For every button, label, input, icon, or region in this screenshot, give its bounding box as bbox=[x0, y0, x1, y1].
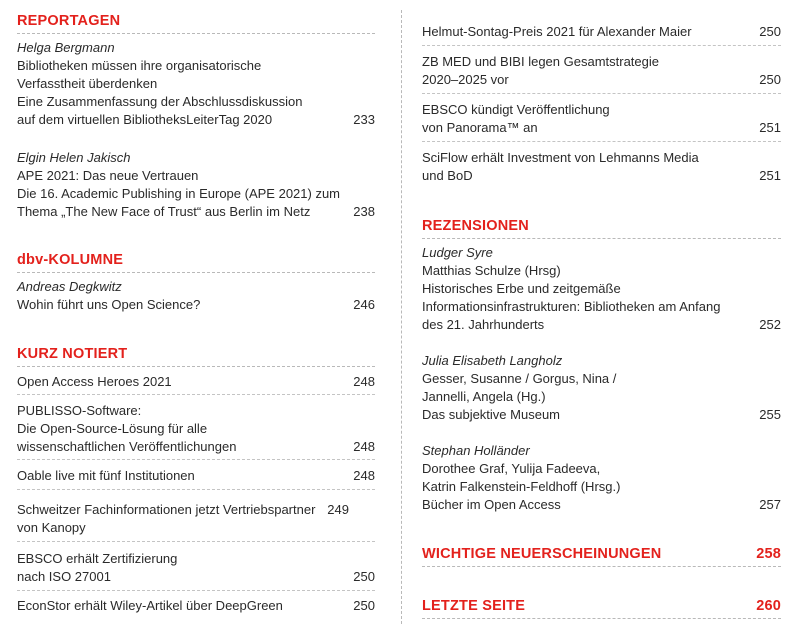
news-list bbox=[422, 23, 781, 185]
entry-line: Historisches Erbe und zeitgemäße bbox=[422, 281, 621, 296]
section-heading-kurz-notiert: KURZ NOTIERT bbox=[17, 345, 375, 367]
entry-line: Das subjektive Museum bbox=[422, 407, 560, 422]
section-heading-reportagen: REPORTAGEN bbox=[17, 12, 375, 34]
section-kolumne bbox=[17, 251, 375, 314]
entry-line: PUBLISSO-Software: bbox=[17, 403, 142, 418]
entry-line: von Panorama™ an bbox=[422, 120, 538, 135]
entry-line: Bücher im Open Access bbox=[422, 497, 561, 512]
page-number: 252 bbox=[759, 317, 781, 332]
page-number: 249 bbox=[327, 502, 349, 517]
section-letzte-seite[interactable] bbox=[422, 597, 781, 619]
entry-author: Helga Bergmann bbox=[17, 40, 115, 55]
entry-line: Die 16. Academic Publishing in Europe (APE 2021) zum bbox=[17, 186, 341, 201]
entry-line: Jannelli, Angela (Hg.) bbox=[422, 389, 546, 404]
toc-entry[interactable] bbox=[422, 442, 781, 514]
entry-line: Gesser, Susanne / Gorgus, Nina / bbox=[422, 371, 617, 386]
page-number: 248 bbox=[353, 374, 375, 389]
toc-entry[interactable] bbox=[17, 395, 375, 460]
entry-line: nach ISO 27001 bbox=[17, 569, 111, 584]
toc-entry[interactable] bbox=[422, 352, 781, 424]
toc-entry[interactable] bbox=[422, 46, 781, 94]
toc-entry[interactable] bbox=[17, 367, 375, 395]
toc-entry[interactable] bbox=[17, 39, 375, 129]
page-number: 246 bbox=[353, 297, 375, 312]
right-column bbox=[422, 0, 781, 619]
section-heading-neuerscheinungen: WICHTIGE NEUERSCHEINUNGEN bbox=[422, 546, 662, 562]
entry-line: von Kanopy bbox=[17, 520, 86, 535]
section-heading-rezensionen: REZENSIONEN bbox=[422, 217, 781, 239]
page-number: 251 bbox=[759, 168, 781, 183]
entry-line: EBSCO kündigt Veröffentlichung bbox=[422, 102, 610, 117]
left-column bbox=[17, 0, 375, 615]
toc-entry[interactable] bbox=[17, 591, 375, 615]
page-number: 250 bbox=[353, 598, 375, 613]
entry-author: Elgin Helen Jakisch bbox=[17, 150, 131, 165]
page-number: 255 bbox=[759, 407, 781, 422]
entry-line: Eine Zusammenfassung der Abschlussdiskussion bbox=[17, 94, 303, 109]
page-number: 250 bbox=[759, 24, 781, 39]
entry-line: Matthias Schulze (Hrsg) bbox=[422, 263, 561, 278]
entry-line: wissenschaftlichen Veröffentlichungen bbox=[17, 439, 237, 454]
entry-author: Andreas Degkwitz bbox=[17, 279, 122, 294]
section-kurz-notiert bbox=[17, 345, 375, 615]
toc-entry[interactable] bbox=[422, 142, 781, 185]
toc-entry[interactable] bbox=[422, 94, 781, 142]
page-number: 233 bbox=[353, 112, 375, 127]
page-number: 248 bbox=[353, 468, 375, 483]
entry-line: Oable live mit fünf Institutionen bbox=[17, 468, 195, 483]
entry-line: auf dem virtuellen BibliotheksLeiterTag 2020 bbox=[17, 112, 273, 127]
section-page-number: 260 bbox=[756, 598, 781, 614]
entry-line: Informationsinfrastrukturen: Bibliotheken am Anfang bbox=[422, 299, 721, 314]
page-number: 238 bbox=[353, 204, 375, 219]
toc-entry[interactable] bbox=[422, 244, 781, 334]
entry-line: Katrin Falkenstein-Feldhoff (Hrsg.) bbox=[422, 479, 621, 494]
entry-line: des 21. Jahrhunderts bbox=[422, 317, 545, 332]
toc-entry[interactable] bbox=[17, 278, 375, 314]
entry-line: Open Access Heroes 2021 bbox=[17, 374, 172, 389]
entry-line: ZB MED und BIBI legen Gesamtstrategie bbox=[422, 54, 659, 69]
toc-entry[interactable] bbox=[17, 542, 375, 591]
entry-line: und BoD bbox=[422, 168, 473, 183]
toc-entry[interactable] bbox=[422, 23, 781, 46]
section-reportagen bbox=[17, 12, 375, 221]
page-number: 250 bbox=[353, 569, 375, 584]
entry-line: Dorothee Graf, Yulija Fadeeva, bbox=[422, 461, 601, 476]
page-number: 251 bbox=[759, 120, 781, 135]
toc-entry[interactable] bbox=[17, 149, 375, 221]
toc-entry[interactable] bbox=[17, 490, 375, 542]
entry-line: EconStor erhält Wiley-Artikel über DeepGreen bbox=[17, 598, 283, 613]
entry-line: Bibliotheken müssen ihre organisatorische bbox=[17, 58, 262, 73]
section-neuerscheinungen[interactable] bbox=[422, 545, 781, 567]
entry-author: Ludger Syre bbox=[422, 245, 493, 260]
page-number: 257 bbox=[759, 497, 781, 512]
page-number: 250 bbox=[759, 72, 781, 87]
column-divider bbox=[401, 10, 402, 624]
section-page-number: 258 bbox=[756, 546, 781, 562]
entry-author: Stephan Holländer bbox=[422, 443, 530, 458]
entry-author: Julia Elisabeth Langholz bbox=[422, 353, 563, 368]
entry-line: Schweitzer Fachinformationen jetzt Vertriebspartner bbox=[17, 502, 316, 517]
entry-line: Verfasstheit überdenken bbox=[17, 76, 158, 91]
entry-line: Wohin führt uns Open Science? bbox=[17, 297, 201, 312]
entry-line: Thema „The New Face of Trust“ aus Berlin im Netz bbox=[17, 204, 311, 219]
entry-line: Helmut-Sontag-Preis 2021 für Alexander Maier bbox=[422, 24, 692, 39]
section-rezensionen bbox=[422, 217, 781, 514]
toc-entry[interactable] bbox=[17, 460, 375, 490]
entry-line: EBSCO erhält Zertifizierung bbox=[17, 551, 178, 566]
section-heading-kolumne: dbv-KOLUMNE bbox=[17, 251, 375, 273]
entry-line: SciFlow erhält Investment von Lehmanns Media bbox=[422, 150, 699, 165]
page-number: 248 bbox=[353, 439, 375, 454]
entry-line: Die Open-Source-Lösung für alle bbox=[17, 421, 208, 436]
section-heading-letzte-seite: LETZTE SEITE bbox=[422, 598, 526, 614]
entry-line: APE 2021: Das neue Vertrauen bbox=[17, 168, 199, 183]
entry-line: 2020–2025 vor bbox=[422, 72, 509, 87]
